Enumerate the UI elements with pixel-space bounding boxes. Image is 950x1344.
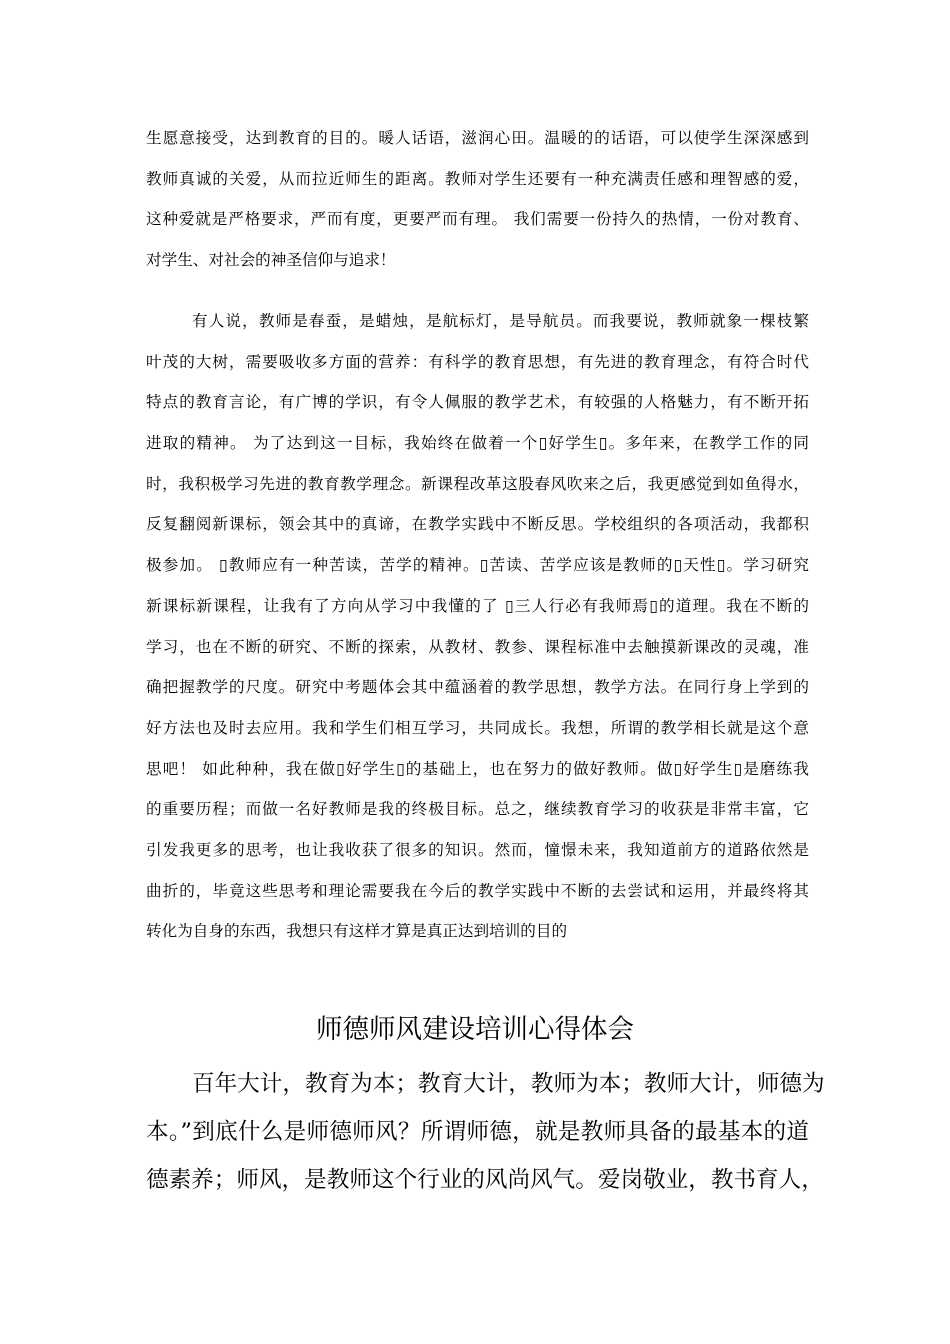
paragraph-line: 的重要历程；而做一名好教师是我的终极目标。总之，继续教育学习的收获是非常丰富，它 bbox=[146, 800, 809, 819]
paragraph-line: 反复翻阅新课标，领会其中的真谛，在教学实践中不断反思。学校组织的各项活动，我都积 bbox=[146, 515, 809, 534]
paragraph-line: 好方法也及时去应用。我和学生们相互学习，共同成长。我想，所谓的教学相长就是这个意 bbox=[146, 718, 809, 737]
paragraph-line: 学习，也在不断的研究、不断的探索，从教材、教参、课程标准中去触摸新课改的灵魂，准 bbox=[146, 637, 809, 656]
paragraph-line: 极参加。 ▯教师应有一种苦读，苦学的精神。▯苦读、苦学应该是教师的▯天性▯。学习研究 bbox=[146, 556, 809, 575]
paragraph-line: 德素养；师风，是教师这个行业的风尚风气。爱岗敬业，教书育人， bbox=[146, 1167, 824, 1193]
paragraph-line: 生愿意接受，达到教育的目的。暖人话语，滋润心田。温暖的的话语，可以使学生深深感到 bbox=[146, 129, 809, 147]
paragraph-line: 有人说，教师是春蚕，是蜡烛，是航标灯，是导航员。而我要说，教师就象一棵枝繁 bbox=[192, 312, 809, 330]
paragraph-2 bbox=[146, 301, 809, 952]
paragraph-line: 引发我更多的思考，也让我收获了很多的知识。然而，憧憬未来，我知道前方的道路依然是 bbox=[146, 840, 809, 859]
paragraph-line: 教师真诚的关爱，从而拉近师生的距离。教师对学生还要有一种充满责任感和理智感的爱， bbox=[146, 169, 809, 188]
paragraph-line: 进取的精神。 为了达到这一目标，我始终在做着一个▯好学生▯。多年来，在教学工作的同 bbox=[146, 434, 809, 453]
article-heading: 师德师风建设培训心得体会 bbox=[316, 1014, 634, 1045]
paragraph-line: 新课标新课程，让我有了方向从学习中我懂的了 ▯三人行必有我师焉▯的道理。我在不断的 bbox=[146, 596, 809, 615]
paragraph-line: 这种爱就是严格要求，严而有度，更要严而有理。 我们需要一份持久的热情，一份对教育、 bbox=[146, 210, 809, 229]
paragraph-line: 对学生、对社会的神圣信仰与追求！ bbox=[146, 251, 396, 270]
paragraph-line: 特点的教育言论，有广博的学识，有令人佩服的教学艺术，有较强的人格魅力，有不断开拓 bbox=[146, 393, 809, 412]
paragraph-1 bbox=[146, 118, 809, 281]
paragraph-line: 本。”到底什么是师德师风？所谓师德，就是教师具备的最基本的道 bbox=[146, 1119, 809, 1145]
paragraph-line: 叶茂的大树，需要吸收多方面的营养：有科学的教育思想，有先进的教育理念，有符合时代 bbox=[146, 352, 809, 371]
paragraph-line: 转化为自身的东西，我想只有这样才算是真正达到培训的目的 bbox=[146, 922, 568, 941]
paragraph-line: 时，我积极学习先进的教育教学理念。新课程改革这股春风吹来之后，我更感觉到如鱼得水， bbox=[146, 474, 809, 493]
paragraph-line: 百年大计，教育为本；教育大计，教师为本；教师大计，师德为 bbox=[192, 1071, 825, 1097]
paragraph-line: 确把握教学的尺度。研究中考题体会其中蕴涵着的教学思想，教学方法。在同行身上学到的 bbox=[146, 678, 809, 697]
paragraph-line: 思吧！ 如此种种，我在做▯好学生▯的基础上，也在努力的做好教师。做▯好学生▯是磨练我 bbox=[146, 759, 809, 778]
paragraph-line: 曲折的，毕竟这些思考和理论需要我在今后的教学实践中不断的去尝试和运用，并最终将其 bbox=[146, 881, 809, 900]
paragraph-3 bbox=[146, 1060, 825, 1204]
